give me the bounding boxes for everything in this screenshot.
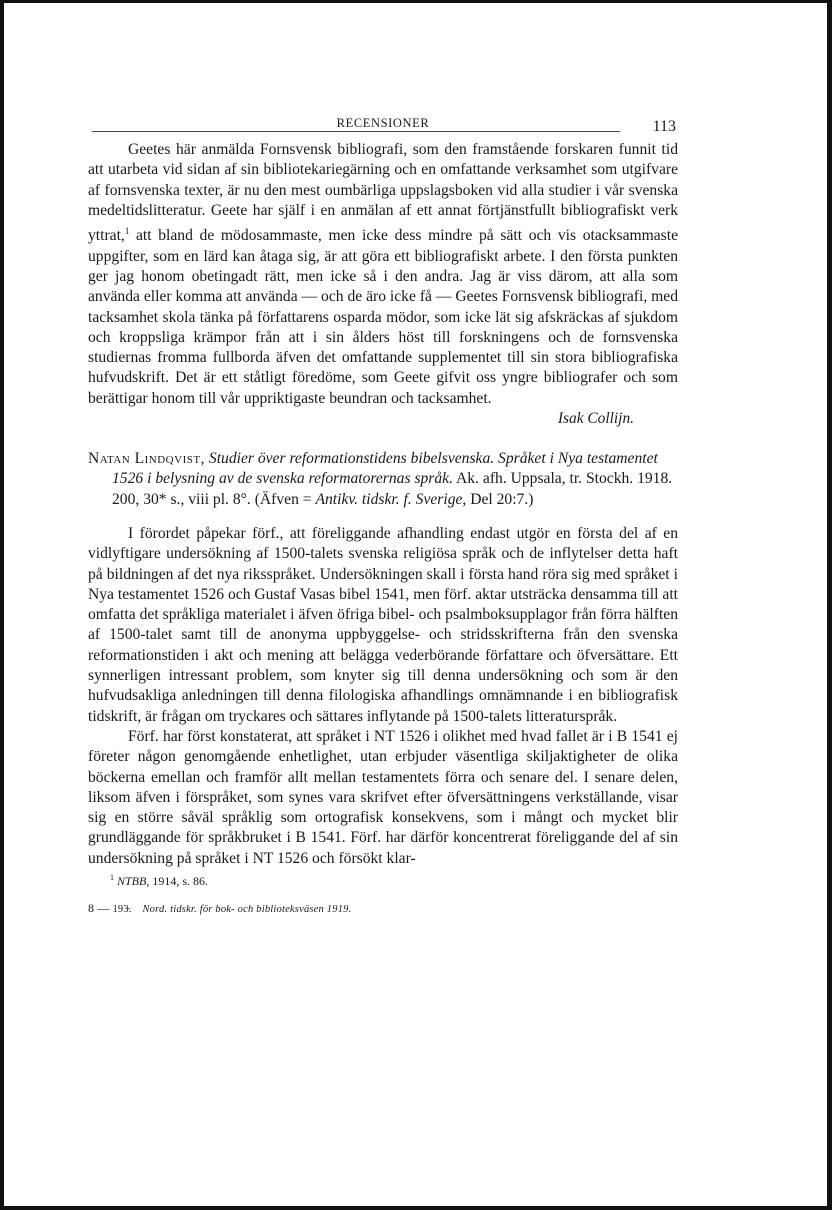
- page-number: 113: [652, 118, 676, 135]
- bibliographic-entry: [88, 449, 678, 510]
- footnote-details: 1914, s. 86.: [152, 873, 209, 888]
- review-text: Geetes här anmälda Fornsvensk bibliografi, som den framstående forskaren funnit tid att utarbeta vid sidan af sin bibliotekariegärning och en omfattande verksamhet som utgifvare af fornsvenska texter, är nu den mest oumbärliga uppslagsboken vid alla studier i vår svenska medeltidslitteratur. Geete har själf i en anmälan af ett annat förtjänstfullt bibliografiskt verk yttrat,: [88, 141, 678, 245]
- footnote-source: NTBB,: [117, 873, 150, 888]
- entry-author: Natan Lindqvist,: [88, 450, 205, 468]
- scan-border-bottom: [0, 1206, 832, 1210]
- header-rule: [92, 131, 620, 132]
- review-paragraph: [88, 140, 678, 409]
- footnote-mark: 1: [110, 872, 114, 882]
- scan-border-left: [0, 0, 4, 1210]
- review-paragraph-1: I förordet påpekar förf., att föreliggande afhandling endast utgör en första del af en vidlyftigare undersökning af 1500-talets svenska religiösa språk och de inflytelser detta haft på bildningen af det nya riksspråket. Undersökningen skall i första hand röra sig med språket i Nya testamentet 1526 och Gustaf Vasas bibel 1541, men förf. aktar utsträcka densamma till att omfatta det språkliga materialet i äfven öfriga bibel- och psalmboksupplagor från förra hälften af 1500-talet samt till de anonyma uppbyggelse- och stridsskrifterna från den svenska reformationstiden i akt och mening att belägga vederbörande författare och öfversättare. Ett synnerligen intressant problem, som knyter sig till denna undersökning och som är den hufvudsakliga anledningen till denna filologiska afhandlings omnämnande i en bibliografisk tidskrift, är frågan om tryckares och sättares inflytande på 1500-talets litteraturspråk.: [88, 524, 678, 725]
- footnote-reference: 1: [124, 226, 130, 237]
- footnote: [110, 873, 678, 889]
- entry-title: Studier över reformationstidens bibelsvenska. Språket i Nya testamentet 1526 i belysning av de svenska reformatorernas språk.: [112, 450, 658, 488]
- signature-small: 193̵.: [112, 903, 132, 915]
- signature-number: 8 —: [88, 900, 110, 915]
- book-page: [88, 112, 678, 916]
- entry-reprint-journal: Antikv. tidskr. f. Sverige,: [315, 490, 467, 508]
- entry-reprint-suffix: Del 20:7.): [470, 490, 534, 508]
- entry-details: Ak. afh. Uppsala, tr. Stockh. 1918. 200, 30* s., viii pl. 8°.: [112, 470, 673, 508]
- scan-border-top: [0, 0, 832, 3]
- scan-border-right: [827, 0, 832, 1210]
- review-text-continued: att bland de mödosammaste, men icke dess mindre på sätt och vis otacksammaste uppgifter, som en lärd kan åtaga sig, är att göra ett bibliografiskt arbete. I den första punkten ger jag honom obetingadt rätt, men icke så i den andra. Jag är viss därom, att alla som använda eller komma att använda — och de äro icke få — Geetes Fornsvensk bibliografi, med tacksamhet skola tänka på författarens osparda mödor, som icke lät sig afskräckas af sjukdom och kroppsliga krämpor från att i sin ålders höst till forskningens och de fornsvenska studiernas fromma fullborda äfven det omfattande supplementet till sin stora bibliografiska hufvudskrift. Det är ett ståtligt föredöme, som Geete gifvit oss yngre bibliografer och som berättigar honom till vår uppriktigaste beundran och tacksamhet.: [88, 227, 678, 407]
- running-title: RECENSIONER: [336, 116, 430, 130]
- review-geete: [88, 140, 678, 429]
- entry-reprint-prefix: (Äfven =: [254, 490, 312, 508]
- printer-signature: [88, 901, 678, 916]
- review-paragraph-2: Förf. har först konstaterat, att språket i NT 1526 i olikhet med hvad fallet är i B 1541 ej företer någon genomgående enhetlighet, utan erbjuder väsentliga skiljaktigheter de olika böckerna emellan och framför allt mellan testamentets förra och senare del. I senare delen, liksom äfven i förspråket, som synes vara skrifvet efter öfversättningens verkställande, visar sig en större såväl språklig som ortografisk konsekvens, som i mångt och mycket blir grundläggande för språkbruket i B 1541. Förf. har därför koncentrerat föreliggande del af sin undersökning på språket i NT 1526 och försökt klar-: [88, 727, 678, 867]
- running-header: [88, 112, 678, 140]
- reviewer-signature: Isak Collijn.: [557, 410, 634, 428]
- signature-journal: Nord. tidskr. för bok- och biblioteksväsen 1919.: [142, 903, 352, 915]
